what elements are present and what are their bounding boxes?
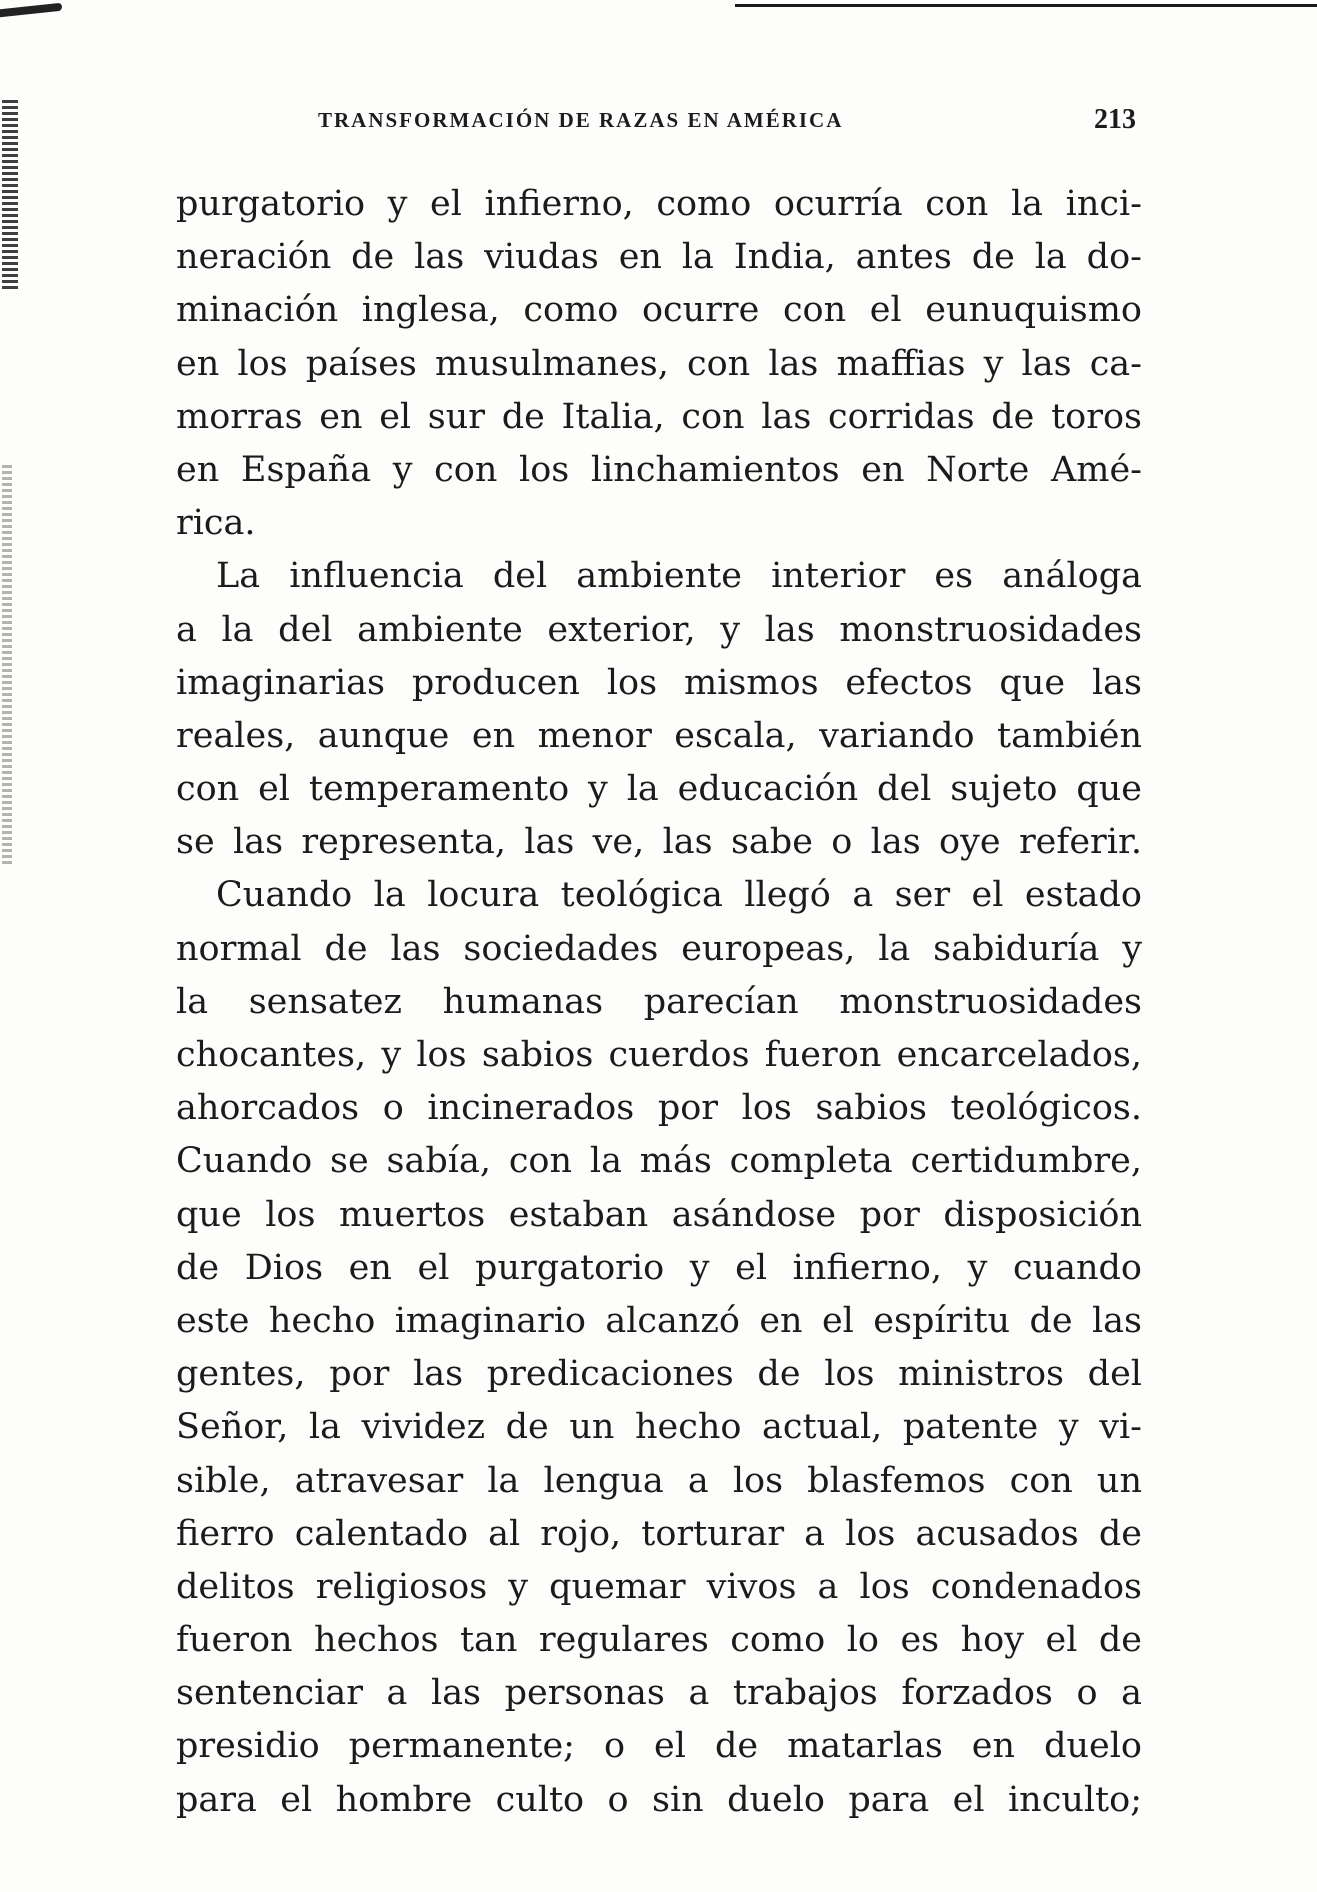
text-line: sible, atravesar la lengua a los blasfemos con un	[176, 1460, 1142, 1501]
text-line: en España y con los linchamientos en Norte Amé-	[176, 449, 1142, 490]
text-line: de Dios en el purgatorio y el infierno, y cuando	[176, 1247, 1142, 1288]
text-line: delitos religiosos y quemar vivos a los condenados	[176, 1566, 1142, 1607]
body-text	[176, 178, 1142, 1827]
text-line: rica.	[176, 503, 256, 544]
text-line: purgatorio y el infierno, como ocurría con la inci-	[176, 184, 1142, 224]
text-line: imaginarias producen los mismos efectos que las	[176, 662, 1142, 703]
scan-edge-shadow	[2, 100, 18, 290]
text-line: fierro calentado al rojo, torturar a los acusados de	[176, 1513, 1142, 1554]
text-line: este hecho imaginario alcanzó en el espíritu de las	[176, 1300, 1142, 1341]
text-line: Cuando se sabía, con la más completa certidumbre,	[176, 1141, 1142, 1182]
text-line: chocantes, y los sabios cuerdos fueron encarcelados,	[176, 1035, 1142, 1075]
scan-edge-shadow	[2, 465, 12, 865]
text-line: minación inglesa, como ocurre con el eunuquismo	[176, 290, 1142, 331]
text-line: la sensatez humanas parecían monstruosidades	[176, 981, 1142, 1022]
text-line: presidio permanente; o el de matarlas en duelo	[176, 1726, 1142, 1767]
text-line: a la del ambiente exterior, y las monstruosidades	[176, 609, 1142, 650]
text-line: ahorcados o incinerados por los sabios teológicos.	[176, 1088, 1142, 1129]
text-line: sentenciar a las personas a trabajos forzados o a	[176, 1673, 1142, 1714]
text-line: normal de las sociedades europeas, la sabiduría y	[176, 928, 1142, 969]
text-line: reales, aunque en menor escala, variando también	[176, 715, 1142, 756]
text-line: con el temperamento y la educación del sujeto que	[176, 769, 1142, 810]
page-number: 213	[1094, 104, 1136, 135]
text-line: que los muertos estaban asándose por disposición	[176, 1194, 1142, 1235]
text-line: morras en el sur de Italia, con las corridas de toros	[176, 396, 1142, 437]
text-line: fueron hechos tan regulares como lo es hoy el de	[176, 1620, 1142, 1661]
text-line: para el hombre culto o sin duelo para el inculto;	[176, 1779, 1142, 1820]
text-line: Señor, la vividez de un hecho actual, patente y vi-	[176, 1407, 1142, 1448]
text-line: en los países musulmanes, con las maffias y las ca-	[176, 343, 1142, 384]
scan-corner-mark	[0, 3, 62, 18]
text-line: La influencia del ambiente interior es análoga	[216, 556, 1142, 597]
running-title: TRANSFORMACIÓN DE RAZAS EN AMÉRICA	[318, 108, 844, 132]
text-line: se las representa, las ve, las sabe o las oye referir.	[176, 822, 1142, 863]
text-line: neración de las viudas en la India, antes de la do-	[176, 237, 1142, 278]
text-line: Cuando la locura teológica llegó a ser el estado	[216, 875, 1142, 916]
scan-top-rule	[735, 4, 1317, 7]
text-line: gentes, por las predicaciones de los ministros del	[176, 1354, 1142, 1395]
